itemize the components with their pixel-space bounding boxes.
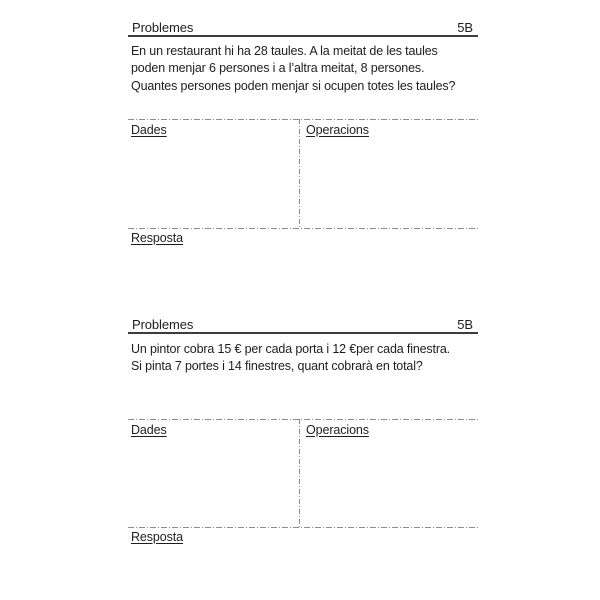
section1-dades-label: Dades	[131, 123, 167, 137]
section1-work-area	[128, 119, 478, 229]
problem-text-line: Quantes persones poden menjar si ocupen totes les taules?	[131, 78, 456, 93]
section1-header	[128, 20, 478, 36]
problem-text-line: En un restaurant hi ha 28 taules. A la meitat de les taules	[131, 44, 438, 58]
section1-problem-text	[131, 43, 483, 95]
section2-code: 5B	[457, 317, 473, 332]
section2-header	[128, 317, 478, 333]
section2-dades-label: Dades	[131, 423, 167, 437]
work-area-top-border	[128, 119, 478, 120]
section2-work-area	[128, 419, 478, 528]
problem-text-line: Si pinta 7 portes i 14 finestres, quant cobrarà en total?	[131, 359, 423, 374]
section1-title: Problemes	[132, 20, 194, 35]
work-area-column-divider	[299, 119, 300, 229]
section1-header-rule	[128, 35, 478, 37]
section2-header-rule	[128, 332, 478, 334]
section2-title: Problemes	[132, 317, 194, 332]
work-area-top-border	[128, 419, 478, 420]
section2-problem-text	[131, 341, 483, 376]
work-area-column-divider	[299, 419, 300, 528]
section1-code: 5B	[457, 20, 473, 35]
work-area-bottom-border	[128, 527, 478, 528]
section2-operacions-label: Operacions	[306, 423, 369, 437]
section2-resposta-label: Resposta	[131, 530, 184, 544]
section1-resposta-label: Resposta	[131, 231, 184, 245]
problem-text-line: Un pintor cobra 15 € per cada porta i 12 €per cada finestra.	[131, 342, 450, 356]
problem-text-line: poden menjar 6 persones i a l’altra meitat, 8 persones.	[131, 61, 425, 76]
section1-operacions-label: Operacions	[306, 123, 369, 137]
work-area-bottom-border	[128, 228, 478, 229]
